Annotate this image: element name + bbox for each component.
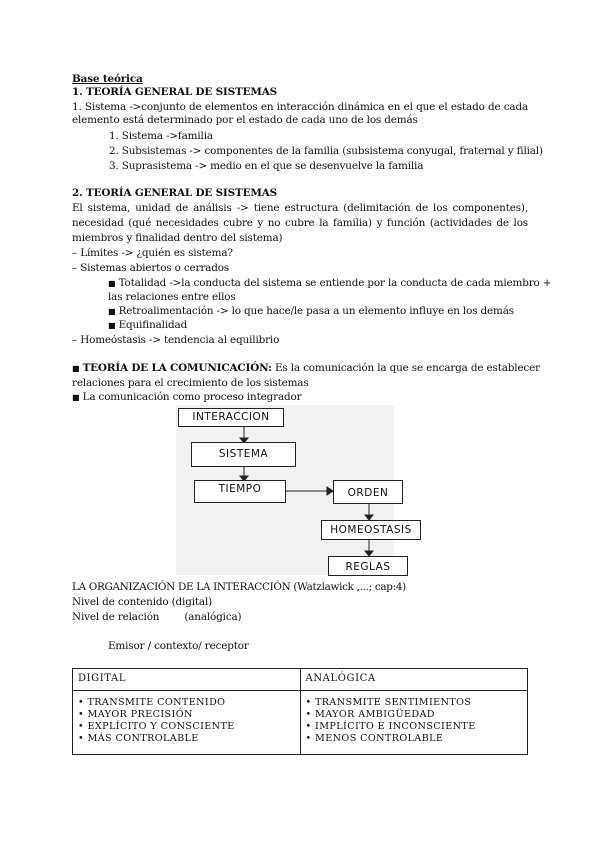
- page-heading: Base teórica: [72, 73, 143, 85]
- square-bullet-icon: ■: [108, 307, 116, 316]
- section-2-title: 2. TEORÍA GENERAL DE SISTEMAS: [72, 187, 277, 199]
- square-bullet-icon: ■: [108, 321, 116, 330]
- section-2-bullet-item: ■ Retroalimentación -> lo que hace/le pasa a un elemento influye en los demás: [108, 305, 514, 317]
- square-bullet-icon: ■: [108, 279, 116, 288]
- section-2-para-line-3: miembros y finalidad dentro del sistema): [72, 232, 283, 244]
- table-row: [73, 691, 528, 755]
- section-1-item: 3. Suprasistema -> medio en el que se desenvuelve la familia: [109, 160, 424, 172]
- section-2-para-line-1: El sistema, unidad de análisis -> tiene estructura (delimitación de los componentes),: [72, 202, 528, 214]
- section-3-title: TEORÍA DE LA COMUNICACIÓN:: [82, 362, 272, 374]
- table-list-item: • MENOS CONTROLABLE: [305, 733, 444, 744]
- communication-flow-diagram: [176, 405, 412, 575]
- table-list-item: • MÁS CONTROLABLE: [78, 733, 199, 744]
- section-2-bullet-item: ■ Equifinalidad: [108, 319, 188, 331]
- relation-level-line: Nivel de relación (analógica): [72, 611, 242, 623]
- table-list-item: • TRANSMITE CONTENIDO: [78, 697, 226, 708]
- section-1-para-line-1: 1. Sistema ->conjunto de elementos en interacción dinámica en el que el estado de cada: [72, 101, 528, 113]
- table-header-row: [73, 669, 528, 691]
- table-cell-digital: [73, 691, 301, 755]
- diagram-box-tiempo: TIEMPO: [194, 480, 286, 503]
- section-1-title: 1. TEORÍA GENERAL DE SISTEMAS: [72, 86, 277, 98]
- section-2-bullet-item: ■ Totalidad ->la conducta del sistema se entiende por la conducta de cada miembro +: [108, 277, 552, 289]
- digital-analog-comparison-table: [72, 668, 528, 755]
- section-3-bullet-item: ■ La comunicación como proceso integrador: [72, 391, 302, 403]
- communication-elements-line: Emisor / contexto/ receptor: [108, 640, 249, 652]
- table-list-item: • TRANSMITE SENTIMIENTOS: [305, 697, 472, 708]
- diagram-box-homeostasis: HOMEOSTASIS: [321, 520, 421, 540]
- section-2-dash-item: – Sistemas abiertos o cerrados: [72, 262, 230, 274]
- table-header-digital: DIGITAL: [73, 669, 301, 691]
- table-cell-analogica: [300, 691, 528, 755]
- content-level-line: Nivel de contenido (digital): [72, 596, 213, 608]
- section-2-bullet-continuation: las relaciones entre ellos: [108, 291, 236, 303]
- section-2-dash-item: – Homeóstasis -> tendencia al equilibrio: [72, 334, 280, 346]
- table-list-item: • MAYOR PRECISIÓN: [78, 709, 193, 720]
- table-header-analogica: ANALÓGICA: [300, 669, 528, 691]
- diagram-box-interaccion: INTERACCION: [178, 408, 284, 427]
- diagram-box-orden: ORDEN: [333, 480, 403, 504]
- table-list-item: • EXPLÍCITO Y CONSCIENTE: [78, 721, 235, 732]
- square-bullet-icon: ■: [72, 393, 80, 402]
- section-3-title-line: ■ TEORÍA DE LA COMUNICACIÓN: Es la comunicación la que se encarga de establecer: [72, 362, 540, 374]
- organization-heading: LA ORGANIZACIÓN DE LA INTERACCIÓN (Watzlawick ,...; cap:4): [72, 581, 406, 593]
- section-1-item: 2. Subsistemas -> componentes de la familia (subsistema conyugal, fraternal y filial): [109, 145, 543, 157]
- section-2-para-line-2: necesidad (qué necesidades cubre y no cubre la familia) y función (actividades de los: [72, 217, 528, 229]
- diagram-box-reglas: REGLAS: [328, 556, 408, 576]
- section-1-para-line-2: elemento está determinado por el estado de cada uno de los demás: [72, 114, 418, 126]
- square-bullet-icon: ■: [72, 364, 80, 373]
- table-list-item: • IMPLÍCITO E INCONSCIENTE: [305, 721, 476, 732]
- section-1-item: 1. Sistema ->familia: [109, 130, 213, 142]
- section-3-para-line-2: relaciones para el crecimiento de los sistemas: [72, 377, 309, 389]
- table-list-item: • MAYOR AMBIGÜEDAD: [305, 709, 435, 720]
- diagram-box-sistema: SISTEMA: [191, 442, 296, 467]
- section-2-dash-item: – Límites -> ¿quién es sistema?: [72, 247, 233, 259]
